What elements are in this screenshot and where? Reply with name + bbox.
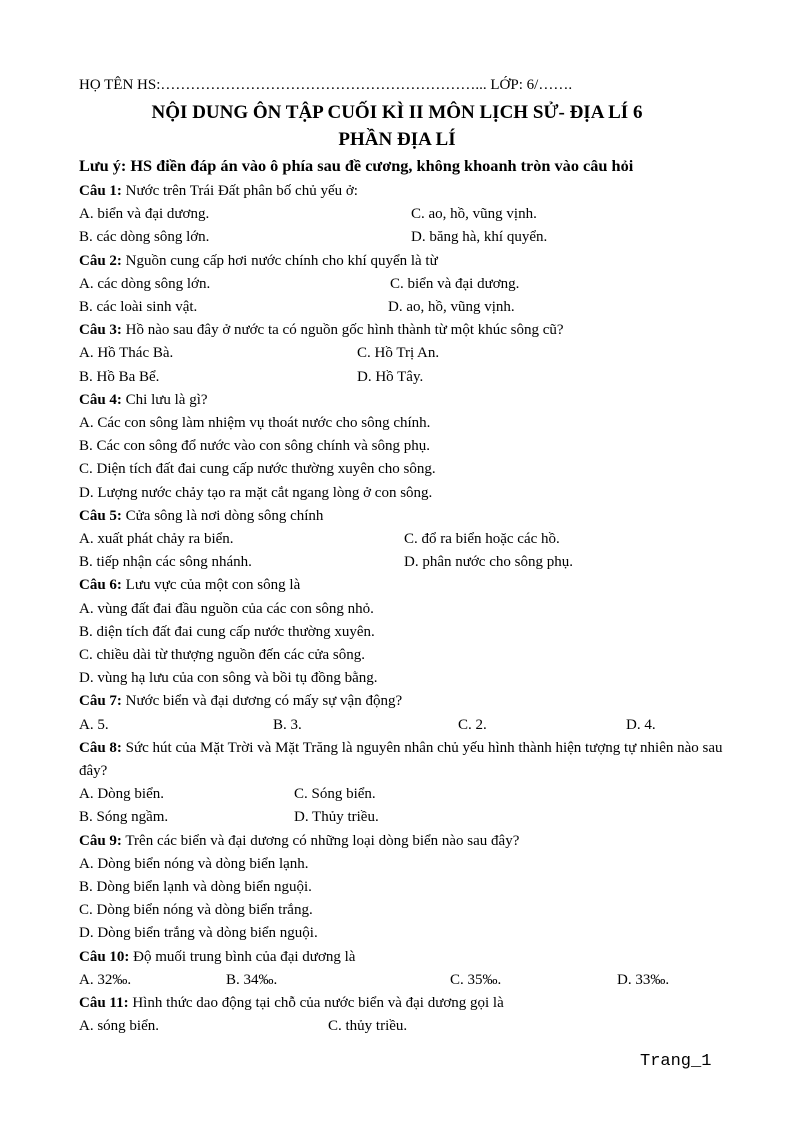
question-4 bbox=[79, 389, 739, 412]
answer-option: B. Các con sông đổ nước vào con sông chính và sông phụ. bbox=[79, 438, 431, 455]
question-11 bbox=[79, 992, 739, 1015]
answer-option: A. 32‰. bbox=[79, 971, 132, 988]
answer-row bbox=[79, 296, 739, 319]
answer-row bbox=[79, 203, 739, 226]
student-info-line: HỌ TÊN HS:………………………………………………………... LỚP: 6/……. bbox=[79, 77, 573, 93]
answer-row bbox=[79, 783, 739, 806]
answer-option: D. ao, hồ, vũng vịnh. bbox=[388, 298, 515, 315]
answer-option: B. các dòng sông lớn. bbox=[79, 229, 210, 246]
question-list bbox=[79, 180, 739, 1038]
question-label: Câu 11: bbox=[79, 994, 129, 1011]
answer-row bbox=[79, 969, 739, 992]
question-text: Độ muối trung bình của đại dương là bbox=[129, 948, 356, 965]
answer-row bbox=[79, 551, 739, 574]
question-1 bbox=[79, 180, 739, 203]
answer-option: A. 5. bbox=[79, 716, 109, 733]
question-label: Câu 5: bbox=[79, 507, 122, 524]
question-7 bbox=[79, 690, 739, 713]
answer-option: A. biển và đại dương. bbox=[79, 206, 210, 223]
question-9 bbox=[79, 830, 739, 853]
document-title: NỘI DUNG ÔN TẬP CUỐI KÌ II MÔN LỊCH SỬ- ĐỊA LÍ 6 bbox=[151, 102, 643, 123]
question-text: Hồ nào sau đây ở nước ta có nguồn gốc hình thành từ một khúc sông cũ? bbox=[121, 322, 564, 339]
question-text: Nước trên Trái Đất phân bố chủ yếu ở: bbox=[121, 183, 358, 199]
answer-option: C. biển và đại dương. bbox=[390, 275, 520, 292]
answer-row bbox=[79, 806, 739, 829]
answer-option: B. Dòng biển lạnh và dòng biển nguội. bbox=[79, 878, 312, 895]
question-label: Câu 9: bbox=[79, 832, 122, 849]
question-label: Câu 6: bbox=[79, 577, 122, 594]
question-10 bbox=[79, 946, 739, 969]
answer-option: C. chiều dài từ thượng nguồn đến các cửa sông. bbox=[79, 646, 366, 663]
answer-option: C. Sóng biển. bbox=[294, 786, 376, 803]
answer-option: C. Hồ Trị An. bbox=[357, 345, 440, 362]
answer-option: D. phân nước cho sông phụ. bbox=[404, 554, 573, 571]
answer-option: A. Dòng biển. bbox=[79, 786, 164, 803]
page-number: Trang_1 bbox=[640, 1052, 712, 1071]
answer-option: D. 33‰. bbox=[617, 971, 670, 988]
question-label: Câu 8: bbox=[79, 739, 122, 756]
answer-option: C. ao, hồ, vũng vịnh. bbox=[411, 206, 537, 223]
answer-row bbox=[79, 342, 739, 365]
question-text: Sức hút của Mặt Trời và Mặt Trăng là nguyên nhân chủ yếu hình thành hiện tượng tự nhiên nào sau đây? bbox=[79, 739, 723, 779]
answer-option: C. 35‰. bbox=[450, 971, 502, 988]
answer-option: A. vùng đất đai đầu nguồn của các con sông nhỏ. bbox=[79, 600, 374, 617]
answer-option: A. các dòng sông lớn. bbox=[79, 275, 211, 292]
answer-option: C. Dòng biển nóng và dòng biển trắng. bbox=[79, 902, 313, 919]
question-label: Câu 1: bbox=[79, 183, 122, 199]
answer-row bbox=[79, 1015, 739, 1038]
question-label: Câu 7: bbox=[79, 693, 122, 710]
question-text: Trên các biển và đại dương có những loại dòng biển nào sau đây? bbox=[121, 832, 520, 849]
answer-option: D. 4. bbox=[626, 716, 656, 733]
answer-option: A. sóng biển. bbox=[79, 1018, 159, 1035]
answer-option: A. Dòng biển nóng và dòng biển lạnh. bbox=[79, 855, 309, 872]
answer-option: B. 3. bbox=[273, 716, 302, 733]
answer-option: B. Sóng ngầm. bbox=[79, 809, 169, 826]
answer-option: C. Diện tích đất đai cung cấp nước thường xuyên cho sông. bbox=[79, 461, 436, 478]
answer-option: A. Các con sông làm nhiệm vụ thoát nước cho sông chính. bbox=[79, 414, 431, 431]
answer-option: A. Hồ Thác Bà. bbox=[79, 345, 174, 362]
question-8 bbox=[79, 737, 739, 783]
question-text: Hình thức dao động tại chỗ của nước biển và đại dương gọi là bbox=[128, 994, 504, 1011]
question-label: Câu 10: bbox=[79, 948, 130, 965]
question-5 bbox=[79, 505, 739, 528]
answer-option: B. Hồ Ba Bể. bbox=[79, 368, 160, 385]
answer-option: D. băng hà, khí quyển. bbox=[411, 229, 548, 246]
answer-row bbox=[79, 366, 739, 389]
question-text: Lưu vực của một con sông là bbox=[121, 577, 301, 594]
question-text: Nguồn cung cấp hơi nước chính cho khí quyển là từ bbox=[121, 252, 438, 269]
answer-option: B. 34‰. bbox=[226, 971, 278, 988]
question-label: Câu 2: bbox=[79, 252, 122, 269]
answer-option: C. thủy triều. bbox=[328, 1018, 408, 1035]
answer-option: D. Hồ Tây. bbox=[357, 368, 424, 385]
question-text: Chi lưu là gì? bbox=[121, 391, 208, 408]
answer-option: C. 2. bbox=[458, 716, 487, 733]
answer-option: D. Lượng nước chảy tạo ra mặt cắt ngang lòng ở con sông. bbox=[79, 484, 433, 501]
question-6 bbox=[79, 574, 739, 597]
question-label: Câu 4: bbox=[79, 391, 122, 408]
question-label: Câu 3: bbox=[79, 322, 122, 339]
answer-option: C. đổ ra biển hoặc các hồ. bbox=[404, 530, 560, 547]
instruction-note: Lưu ý: HS điền đáp án vào ô phía sau đề cương, không khoanh tròn vào câu hỏi bbox=[79, 156, 634, 175]
answer-option: B. các loài sinh vật. bbox=[79, 298, 198, 315]
answer-row bbox=[79, 714, 739, 737]
answer-option: A. xuất phát chảy ra biển. bbox=[79, 530, 234, 547]
question-2 bbox=[79, 250, 739, 273]
answer-row bbox=[79, 528, 739, 551]
answer-option: D. Dòng biển trắng và dòng biển nguội. bbox=[79, 925, 318, 942]
answer-option: D. Thủy triều. bbox=[294, 809, 379, 826]
question-text: Nước biển và đại dương có mấy sự vận động? bbox=[121, 693, 403, 710]
answer-row bbox=[79, 273, 739, 296]
answer-option: B. tiếp nhận các sông nhánh. bbox=[79, 554, 252, 571]
answer-option: B. diện tích đất đai cung cấp nước thường xuyên. bbox=[79, 623, 375, 640]
answer-option: D. vùng hạ lưu của con sông và bồi tụ đồng bằng. bbox=[79, 670, 378, 687]
question-text: Cửa sông là nơi dòng sông chính bbox=[121, 507, 324, 524]
question-3 bbox=[79, 319, 739, 342]
answer-row bbox=[79, 226, 739, 249]
section-title: PHẦN ĐỊA LÍ bbox=[338, 129, 456, 150]
